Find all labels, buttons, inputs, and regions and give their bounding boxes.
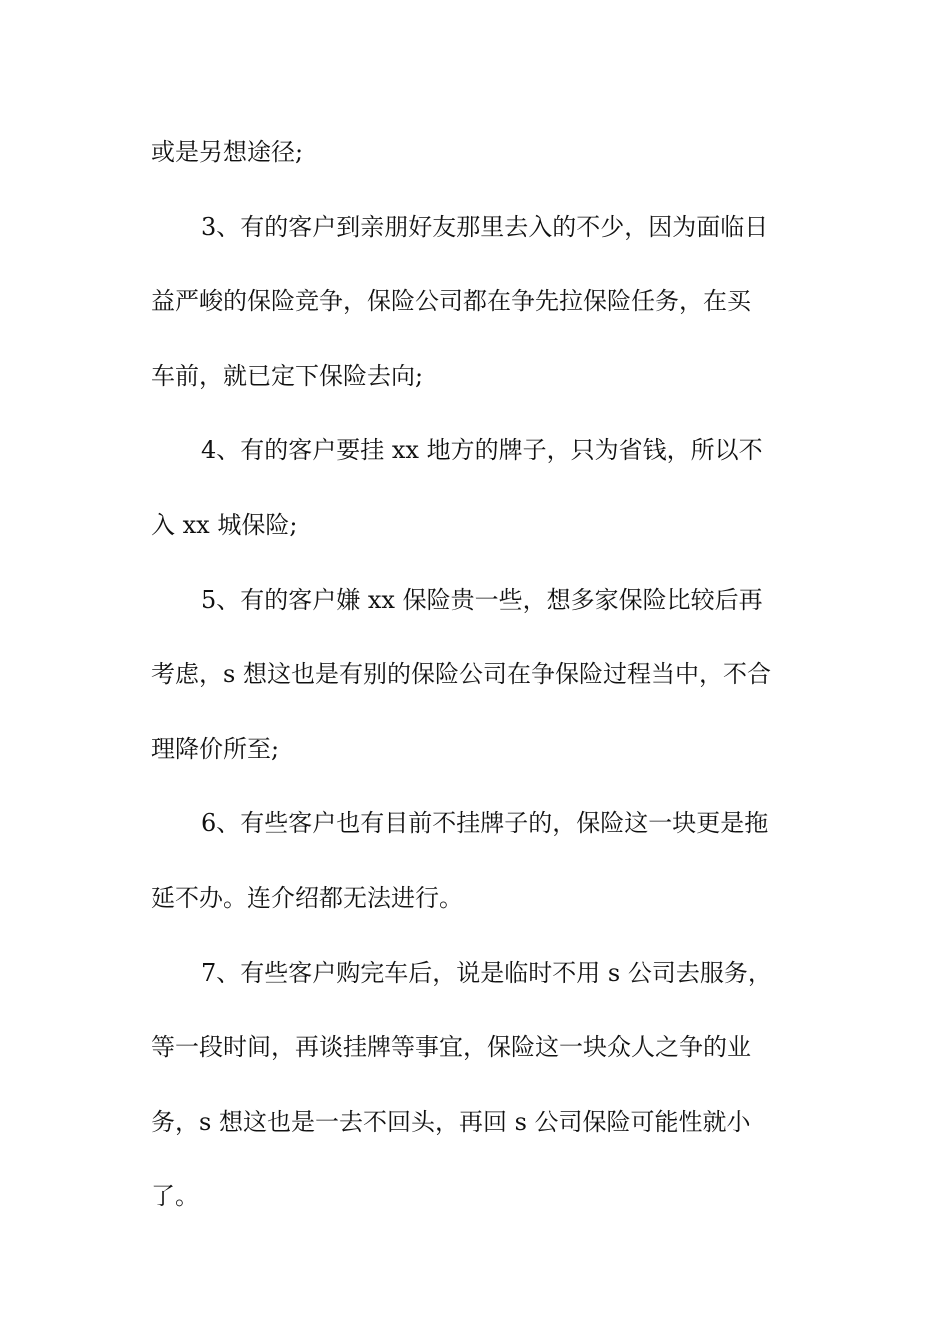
paragraph-line: 等一段时间，再谈挂牌等事宜，保险这一块众人之争的业 <box>151 1033 751 1062</box>
paragraph-line: 益严峻的保险竞争，保险公司都在争先拉保险任务，在买 <box>151 287 751 316</box>
paragraph-line: 或是另想途径; <box>151 138 304 166</box>
paragraph-line: 3、有的客户到亲朋好友那里去入的不少，因为面临日 <box>201 212 769 241</box>
paragraph-line: 入 xx 城保险; <box>151 510 298 539</box>
paragraph-line: 车前，就已定下保险去向; <box>151 361 424 390</box>
paragraph-line: 7、有些客户购完车后，说是临时不用 s 公司去服务， <box>201 958 772 987</box>
paragraph-line: 理降价所至; <box>151 734 280 763</box>
paragraph-line: 5、有的客户嫌 xx 保险贵一些，想多家保险比较后再 <box>201 585 763 614</box>
paragraph-line: 务，s 想这也是一去不回头，再回 s 公司保险可能性就小 <box>151 1107 751 1136</box>
document-body <box>151 128 811 1247</box>
paragraph-line: 6、有些客户也有目前不挂牌子的，保险这一块更是拖 <box>201 809 769 838</box>
paragraph-line: 考虑，s 想这也是有别的保险公司在争保险过程当中，不合 <box>151 660 771 689</box>
paragraph-line: 4、有的客户要挂 xx 地方的牌子，只为省钱，所以不 <box>201 436 763 465</box>
paragraph-line: 延不办。连介绍都无法进行。 <box>151 883 463 912</box>
paragraph-line: 了。 <box>151 1182 199 1211</box>
